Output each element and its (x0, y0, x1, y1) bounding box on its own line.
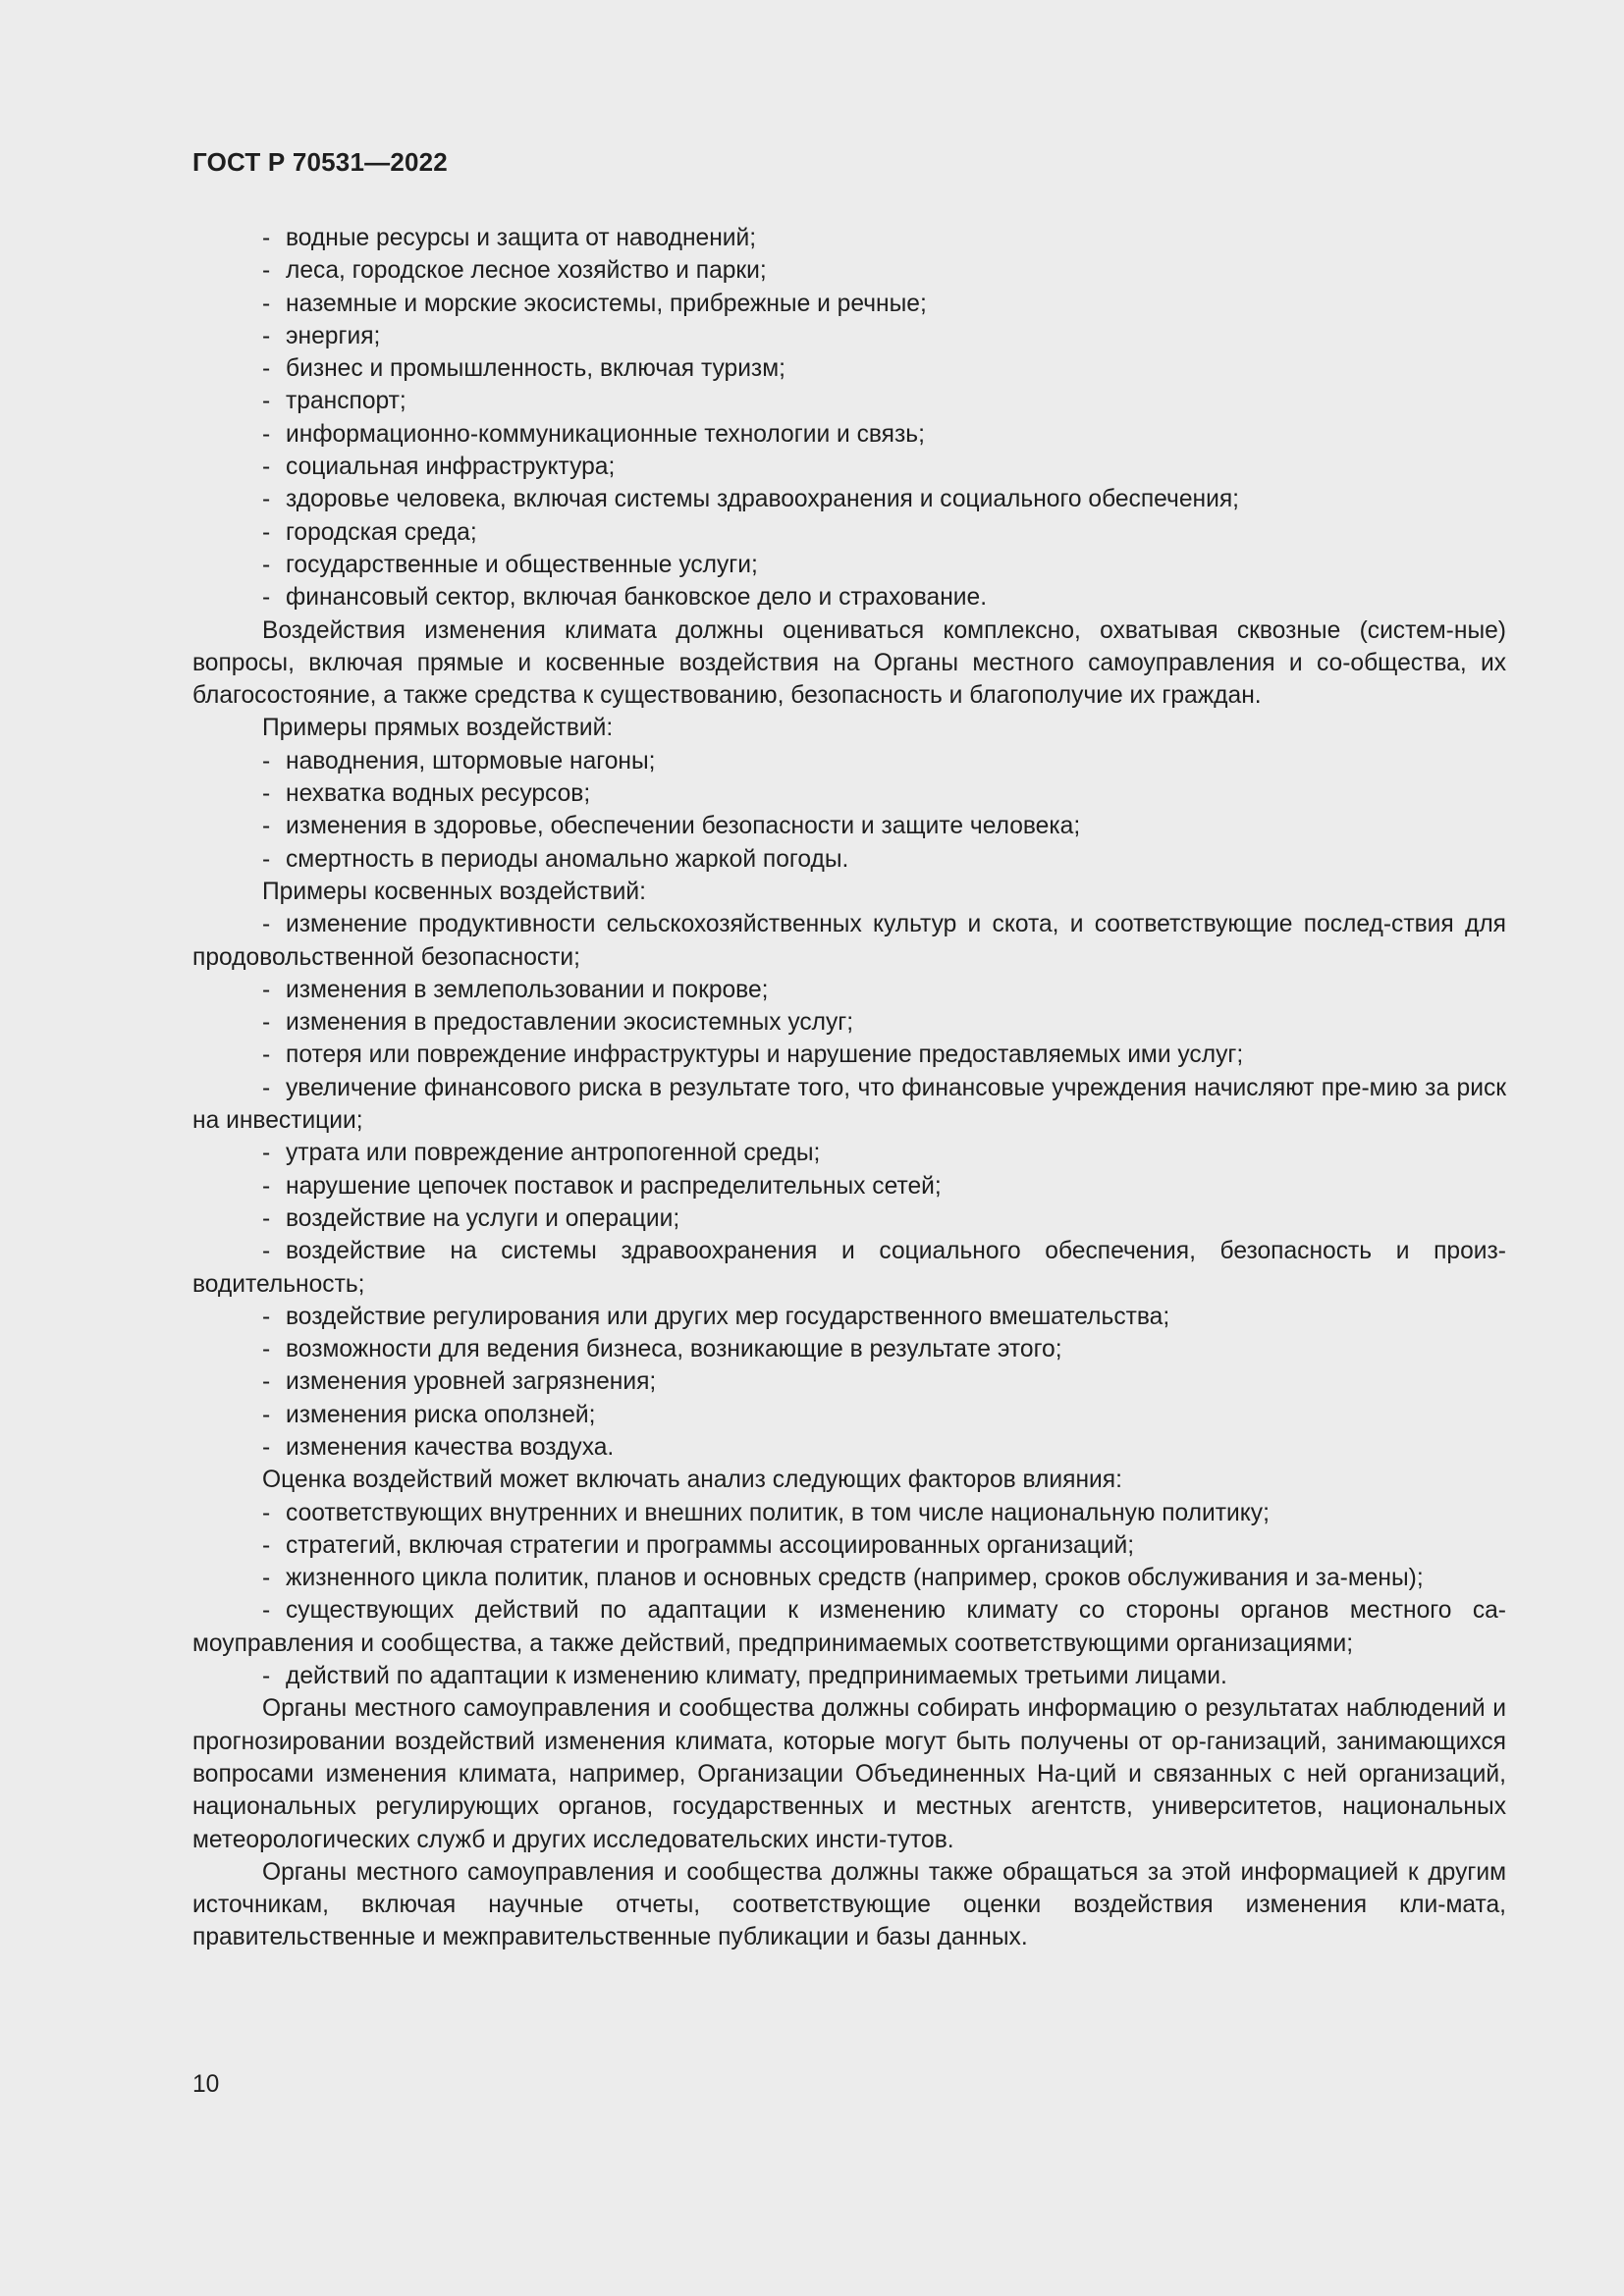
list-dash: - (262, 1597, 271, 1625)
list-item-text: изменения риска оползней; (286, 1401, 596, 1428)
page-number: 10 (192, 2071, 220, 2098)
paragraph: Оценка воздействий может включать анализ следующих факторов влияния: (262, 1467, 1122, 1494)
list-dash: - (262, 1499, 271, 1526)
list-item-text: социальная инфраструктура; (286, 454, 616, 481)
list-item (192, 1333, 1506, 1365)
list-item (192, 1170, 1506, 1202)
list-dash: - (262, 1336, 271, 1363)
list-item-text: воздействие регулирования или других мер государственного вмешательства; (286, 1303, 1170, 1330)
list-item-text: городская среда; (286, 518, 477, 546)
list-item (192, 1365, 1506, 1398)
list-item (192, 1202, 1506, 1235)
list-item (192, 1497, 1506, 1529)
list-item (192, 777, 1506, 810)
list-item (192, 1594, 1506, 1660)
list-item-text: наземные и морские экосистемы, прибрежные и речные; (286, 290, 927, 317)
list-item (192, 1431, 1506, 1464)
list-dash: - (262, 1009, 271, 1037)
list-dash: - (262, 747, 271, 774)
list-item-text: изменения качества воздуха. (286, 1433, 615, 1461)
list-item (192, 1006, 1506, 1039)
list-item (192, 1660, 1506, 1692)
list-item-text: изменения в землепользовании и покрове; (286, 976, 769, 1003)
list-dash: - (262, 1565, 271, 1592)
list-dash: - (262, 1172, 271, 1200)
list-dash: - (262, 845, 271, 873)
list-item (192, 352, 1506, 385)
list-item-text: изменения в здоровье, обеспечении безопасности и защите человека; (286, 813, 1081, 840)
list-dash: - (262, 1140, 271, 1167)
list-item-text: нехватка водных ресурсов; (286, 780, 591, 808)
list-dash: - (262, 1531, 271, 1559)
list-item (192, 1529, 1506, 1562)
paragraph: Органы местного самоуправления и сообщества должны собирать информацию о результатах наблюдений и прогнозировании воздействий изменения климата, которые могут быть получены от ор-ганизаций, занимающихся вопросами изменения климата, например, Организации Объединенных На-ций и связанных с ней организаций, национальных регулирующих органов, государственных и местных агентств, университетов, национальных метеорологических служб и других исследовательских инсти-тутов. (192, 1695, 1506, 1853)
paragraph: Примеры прямых воздействий: (262, 715, 614, 742)
list-item (192, 516, 1506, 549)
paragraph: Примеры косвенных воздействий: (262, 878, 646, 905)
list-item (192, 549, 1506, 581)
list-item-text: воздействие на услуги и операции; (286, 1204, 680, 1232)
list-dash: - (262, 322, 271, 349)
list-item-text: информационно-коммуникационные технологии и связь; (286, 420, 925, 448)
list-item-text: увеличение финансового риска в результате того, что финансовые учреждения начисляют пре-мию за риск на инвестиции; (192, 1074, 1506, 1135)
list-dash: - (262, 911, 271, 938)
document-page (192, 0, 1506, 2296)
document-header: ГОСТ Р 70531—2022 (192, 147, 448, 177)
list-dash: - (262, 257, 271, 285)
list-item (192, 222, 1506, 254)
list-item (192, 1137, 1506, 1169)
list-item (192, 1399, 1506, 1431)
list-item (192, 1562, 1506, 1594)
list-item-text: финансовый сектор, включая банковское дело и страхование. (286, 584, 988, 612)
list-dash: - (262, 518, 271, 546)
list-item (192, 908, 1506, 974)
list-item (192, 843, 1506, 876)
list-dash: - (262, 1303, 271, 1330)
list-dash: - (262, 1041, 271, 1069)
list-item (192, 418, 1506, 451)
list-dash: - (262, 1238, 271, 1265)
list-dash: - (262, 290, 271, 317)
list-dash: - (262, 1433, 271, 1461)
list-dash: - (262, 388, 271, 415)
list-dash: - (262, 1204, 271, 1232)
list-dash: - (262, 420, 271, 448)
list-item-text: государственные и общественные услуги; (286, 551, 758, 578)
list-item (192, 385, 1506, 417)
paragraph: Воздействия изменения климата должны оцениваться комплексно, охватывая сквозные (систем-ные) вопросы, включая прямые и косвенные воздействия на Органы местного самоуправления и со-общества, их благосостояние, а также средства к существованию, безопасность и благополучие их граждан. (192, 616, 1506, 710)
list-dash: - (262, 976, 271, 1003)
list-item (192, 974, 1506, 1006)
list-dash: - (262, 1074, 271, 1101)
list-item-text: изменения в предоставлении экосистемных услуг; (286, 1009, 854, 1037)
list-item-text: леса, городское лесное хозяйство и парки; (286, 257, 767, 285)
list-item-text: энергия; (286, 322, 381, 349)
list-item (192, 1039, 1506, 1071)
list-dash: - (262, 813, 271, 840)
list-item (192, 581, 1506, 614)
list-item-text: бизнес и промышленность, включая туризм; (286, 355, 785, 383)
list-dash: - (262, 1368, 271, 1396)
list-item-text: изменение продуктивности сельскохозяйственных культур и скота, и соответствующие послед-ствия для продовольственной безопасности; (192, 911, 1506, 971)
list-item (192, 483, 1506, 515)
list-item (192, 1235, 1506, 1301)
list-dash: - (262, 486, 271, 513)
list-item-text: утрата или повреждение антропогенной среды; (286, 1140, 821, 1167)
list-dash: - (262, 584, 271, 612)
list-item-text: нарушение цепочек поставок и распределительных сетей; (286, 1172, 942, 1200)
list-item-text: существующих действий по адаптации к изменению климату со стороны органов местного са-моуправления и сообщества, а также действий, предпринимаемых соответствующими организациями; (192, 1597, 1506, 1657)
list-item-text: воздействие на системы здравоохранения и социального обеспечения, безопасность и произ-водительность; (192, 1238, 1506, 1298)
list-item-text: здоровье человека, включая системы здравоохранения и социального обеспечения; (286, 486, 1239, 513)
list-item (192, 1072, 1506, 1138)
list-dash: - (262, 1663, 271, 1690)
list-item-text: жизненного цикла политик, планов и основных средств (например, сроков обслуживания и за-мены); (286, 1565, 1424, 1592)
list-item (192, 451, 1506, 483)
document-body (192, 222, 1506, 1954)
list-item-text: транспорт; (286, 388, 406, 415)
list-item-text: соответствующих внутренних и внешних политик, в том числе национальную политику; (286, 1499, 1270, 1526)
list-item-text: возможности для ведения бизнеса, возникающие в результате этого; (286, 1336, 1062, 1363)
list-item (192, 320, 1506, 352)
list-item-text: потеря или повреждение инфраструктуры и нарушение предоставляемых ими услуг; (286, 1041, 1244, 1069)
list-dash: - (262, 780, 271, 808)
list-dash: - (262, 454, 271, 481)
list-item (192, 1301, 1506, 1333)
list-dash: - (262, 225, 271, 251)
list-item-text: действий по адаптации к изменению климату, предпринимаемых третьими лицами. (286, 1663, 1227, 1690)
list-item-text: смертность в периоды аномально жаркой погоды. (286, 845, 849, 873)
list-item (192, 288, 1506, 320)
list-item (192, 745, 1506, 777)
list-item-text: водные ресурсы и защита от наводнений; (286, 225, 757, 251)
list-dash: - (262, 551, 271, 578)
list-item (192, 254, 1506, 287)
list-item (192, 810, 1506, 842)
paragraph: Органы местного самоуправления и сообщества должны также обращаться за этой информацией к другим источникам, включая научные отчеты, соответствующие оценки воздействия изменения кли-мата, правительственные и межправительственные публикации и базы данных. (192, 1858, 1506, 1951)
list-item-text: изменения уровней загрязнения; (286, 1368, 657, 1396)
list-dash: - (262, 355, 271, 383)
list-item-text: наводнения, штормовые нагоны; (286, 747, 656, 774)
list-item-text: стратегий, включая стратегии и программы ассоциированных организаций; (286, 1531, 1135, 1559)
list-dash: - (262, 1401, 271, 1428)
